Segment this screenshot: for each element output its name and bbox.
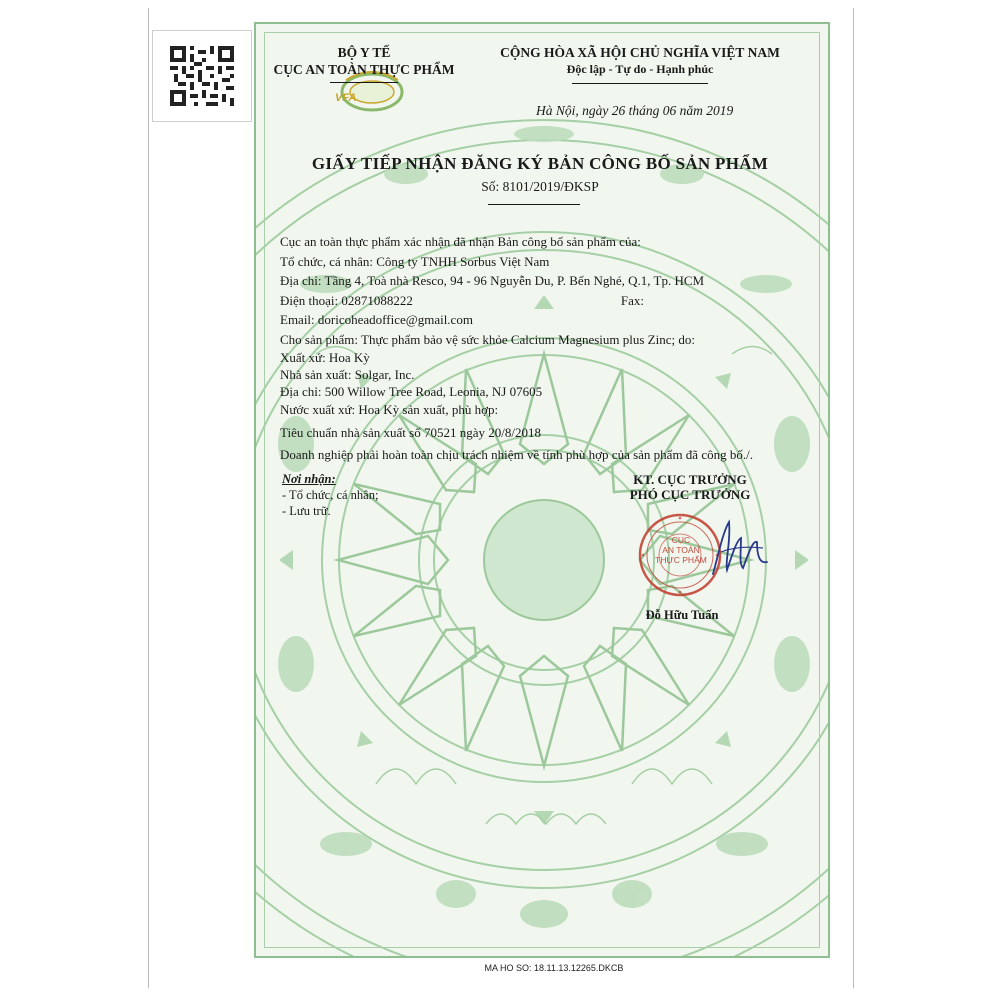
stamp-text-top: CỤC [671, 535, 691, 545]
ministry-name: BỘ Y TẾ [337, 45, 391, 60]
national-header [470, 44, 810, 78]
agency-underline [330, 82, 398, 83]
number-underline [488, 204, 580, 205]
email-line: Email: doricoheadoffice@gmail.com [280, 312, 473, 327]
address-line: Địa chỉ: Tầng 4, Toà nhà Resco, 94 - 96 Nguyễn Du, P. Bến Nghé, Q.1, Tp. HCM [280, 273, 705, 288]
recipient-item: - Lưu trữ. [282, 504, 331, 518]
phone-text: Điện thoại: 02871088222 [280, 292, 413, 308]
stamp-text-middle: AN TOÀN [662, 545, 700, 555]
signature-title-line1: KT. CỤC TRƯỞNG [633, 472, 747, 487]
recipient-item: - Tổ chức, cá nhân; [282, 488, 379, 502]
product-line: Cho sản phẩm: Thực phẩm bảo vệ sức khỏe Calcium Magnesium plus Zinc; do: [280, 331, 695, 347]
national-motto: Độc lập - Tự do - Hạnh phúc [566, 62, 714, 76]
qr-code [152, 30, 252, 122]
phone-fax-line [280, 291, 753, 311]
manufacturer-line: Nhà sản xuất: Solgar, Inc. [280, 367, 415, 382]
document-title: GIẤY TIẾP NHẬN ĐĂNG KÝ BẢN CÔNG BỐ SẢN PHẨM [311, 154, 769, 173]
intro-text: Cục an toàn thực phẩm xác nhận đã nhận Bản công bố sản phẩm của: [280, 234, 641, 249]
issue-date: Hà Nội, ngày 26 tháng 06 năm 2019 [536, 103, 734, 118]
organization-line: Tổ chức, cá nhân: Công ty TNHH Sorbus Việt Nam [280, 253, 550, 269]
origin-line: Xuất xứ: Hoa Kỳ [280, 350, 370, 365]
handwritten-signature [705, 512, 775, 584]
agency-name: CỤC AN TOÀN THỰC PHẨM [273, 62, 455, 77]
certificate-body [280, 232, 753, 465]
qr-code-icon [170, 46, 234, 106]
standard-line: Tiêu chuẩn nhà sản xuất số 70521 ngày 20/8/2018 [280, 424, 541, 440]
recipients-heading: Nơi nhận: [282, 472, 336, 486]
fax-text: Fax: [620, 292, 645, 308]
manufacturer-address-line: Địa chỉ: 500 Willow Tree Road, Leonia, NJ 07605 [280, 384, 543, 399]
signature-title [600, 472, 780, 502]
recipients-block [282, 471, 378, 519]
signer-name: Đỗ Hữu Tuấn [645, 608, 719, 622]
country-name: CỘNG HÒA XÃ HỘI CHỦ NGHĨA VIỆT NAM [500, 45, 780, 60]
export-country-line: Nước xuất xứ: Hoa Kỳ sản xuất, phù hợp: [280, 402, 499, 417]
stamp-text-bottom: THỰC PHẨM [655, 555, 707, 565]
issuing-agency-header [264, 44, 464, 78]
responsibility-line: Doanh nghiệp phải hoàn toàn chịu trách nhiệm về tính phù hợp của sản phẩm đã công bố./. [280, 447, 753, 462]
record-code-footer: MA HO SO: 18.11.13.12265.DKCB [484, 963, 624, 973]
vfa-logo-text: VFA [335, 92, 357, 104]
stamp-text [651, 535, 711, 565]
signature-title-line2: PHÓ CỤC TRƯỞNG [629, 487, 751, 502]
document-number: Số: 8101/2019/ĐKSP [481, 179, 599, 194]
motto-underline [572, 83, 708, 84]
